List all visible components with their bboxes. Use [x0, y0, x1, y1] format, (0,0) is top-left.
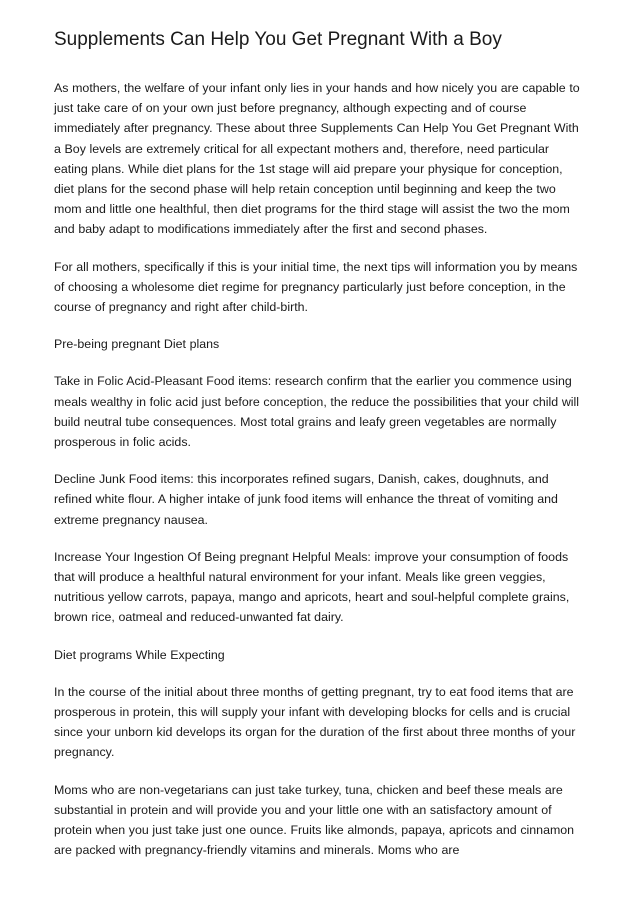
- paragraph-protein: In the course of the initial about three months of getting pregnant, try to eat food items that are prosperous in protein, this will supply your infant with developing blocks for cells and is crucial since your unborn kid develops its organ for the duration of the first about three months of your pregnancy.: [54, 684, 576, 760]
- paragraph-folic-acid: Take in Folic Acid-Pleasant Food items: research confirm that the earlier you commence using meals wealthy in folic acid just before conception, the reduce the possibilities that your child will build neutral tube consequences. Most total grains and leafy green vegetables are normally prosperous in folic acids.: [54, 374, 580, 450]
- document-title: Supplements Can Help You Get Pregnant With a Boy: [54, 29, 502, 50]
- paragraph-helpful-meals: Increase Your Ingestion Of Being pregnant Helpful Meals: improve your consumption of foods that will produce a healthful natural environment for your infant. Meals like green veggies, nutritious yellow carrots, papaya, mango and apricots, heart and soul-helpful complete grains, brown rice, oatmeal and reduced-unwanted fat dairy.: [54, 549, 570, 625]
- section-heading-while-expecting: Diet programs While Expecting: [54, 647, 225, 662]
- paragraph-tips: For all mothers, specifically if this is your initial time, the next tips will information you by means of choosing a wholesome diet regime for pregnancy particularly just before conception, in the course of pregnancy and right after child-birth.: [54, 259, 578, 315]
- paragraph-non-vegetarians: Moms who are non-vegetarians can just take turkey, tuna, chicken and beef these meals are substantial in protein and will provide you and your little one with an satisfactory amount of protein when you just take just one ounce. Fruits like almonds, papaya, apricots and cinnamon are packed with pregnancy-friendly vitamins and minerals. Moms who are: [54, 782, 575, 858]
- paragraph-junk-food: Decline Junk Food items: this incorporates refined sugars, Danish, cakes, doughnuts, and refined white flour. A higher intake of junk food items will enhance the threat of vomiting and extreme pregnancy nausea.: [54, 472, 558, 527]
- section-heading-pre-pregnancy: Pre-being pregnant Diet plans: [54, 337, 220, 352]
- paragraph-intro: As mothers, the welfare of your infant only lies in your hands and how nicely you are capable to just take care of on your own just before pregnancy, although expecting and of course immediately after pregnancy. These about three Supplements Can Help You Get Pregnant With a Boy levels are extremely critical for all expectant mothers and, therefore, need particular eating plans. While diet plans for the 1st stage will aid prepare your physique for conception, diet plans for the second phase will help retain conception until beginning and keep the two mom and little one healthful, then diet programs for the third stage will assist the two the mom and baby adapt to modifications immediately after the first and second phases.: [54, 81, 580, 237]
